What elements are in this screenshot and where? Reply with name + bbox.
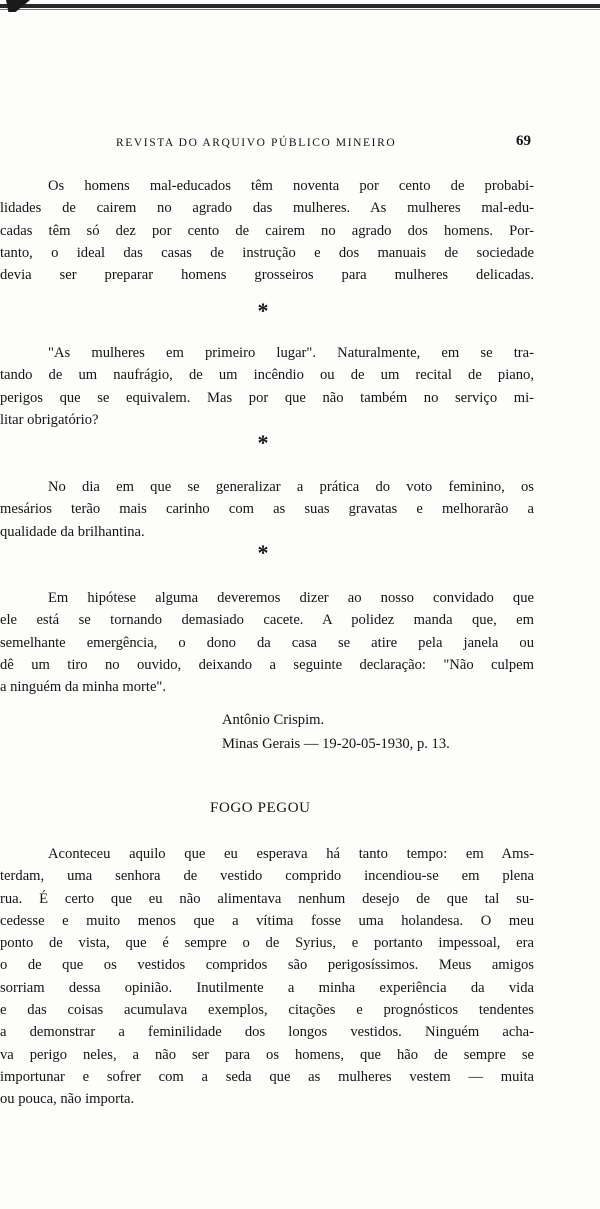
text-line: perigos que se equivalem. Mas por que não também no serviço mi- <box>0 389 534 406</box>
top-border-thin-line <box>0 9 600 10</box>
paragraph-2 <box>0 342 534 431</box>
text-line: No dia em que se generalizar a prática do voto feminino, os <box>48 479 534 495</box>
text-line: semelhante emergência, o dono da casa se atire pela janela ou <box>0 634 534 651</box>
text-line: mesários terão mais carinho com as suas gravatas e melhorarão a <box>0 501 534 518</box>
text-line: importunar e sofrer com a seda que as mulheres vestem — muita <box>0 1068 534 1085</box>
text-line: ou pouca, não importa. <box>0 1091 135 1108</box>
paragraph-3 <box>0 476 534 543</box>
text-line: dê um tiro no ouvido, deixando a seguinte declaração: "Não culpem <box>0 656 534 673</box>
paragraph-5 <box>0 843 534 1111</box>
text-line: terdam, uma senhora de vestido comprido incendiou-se em plena <box>0 868 534 885</box>
text-line: devia ser preparar homens grosseiros para mulheres delicadas. <box>0 267 534 284</box>
text-line: ele está se tornando demasiado cacete. A polidez manda que, em <box>0 612 534 629</box>
text-line: e das coisas acumulava exemplos, citações e prognósticos tendentes <box>0 1002 534 1019</box>
text-line: rua. É certo que eu não alimentava nenhum desejo de que tal su- <box>0 890 534 907</box>
paragraph-4 <box>0 587 534 698</box>
signature-source: Minas Gerais — 19-20-05-1930, p. 13. <box>222 736 450 752</box>
text-line: a ninguém da minha morte". <box>0 679 167 696</box>
text-line: sorriam dessa opinião. Inutilmente a minha experiência da vida <box>0 979 534 996</box>
text-line: lidades de cairem no agrado das mulheres. As mulheres mal-edu- <box>0 200 534 217</box>
text-line: o de que os vestidos compridos são perigosíssimos. Meus amigos <box>0 957 534 974</box>
text-line: a demonstrar a feminilidade dos longos vestidos. Ninguém acha- <box>0 1024 534 1041</box>
text-line: Os homens mal-educados têm noventa por cento de probabi- <box>48 178 534 194</box>
text-line: Em hipótese alguma deveremos dizer ao nosso convidado que <box>48 590 534 606</box>
section-separator-2: * <box>257 430 269 455</box>
text-line: litar obrigatório? <box>0 411 99 428</box>
text-line: ponto de vista, que é sempre o de Syrius, e portanto impessoal, era <box>0 935 534 952</box>
section-separator-1: * <box>257 298 269 323</box>
signature-author: Antônio Crispim. <box>222 712 325 728</box>
text-line: Aconteceu aquilo que eu esperava há tanto tempo: em Ams- <box>48 846 534 862</box>
text-line: tando de um naufrágio, de um incêndio ou de um recital de piano, <box>0 367 534 384</box>
text-line: "As mulheres em primeiro lugar". Naturalmente, em se tra- <box>48 345 534 361</box>
running-title: REVISTA DO ARQUIVO PÚBLICO MINEIRO <box>116 137 397 149</box>
top-border-band <box>0 4 600 8</box>
text-line: va perigo neles, a não ser para os homens, que hão de sempre se <box>0 1046 534 1063</box>
text-line: cedesse e muito menos que a vítima fosse uma holandesa. O meu <box>0 912 534 929</box>
text-line: qualidade da brilhantina. <box>0 523 145 540</box>
text-line: cadas têm só dez por cento de cairem no agrado dos homens. Por- <box>0 222 534 239</box>
section-title: FOGO PEGOU <box>210 800 311 816</box>
page-header <box>0 133 600 155</box>
page-number: 69 <box>516 133 531 149</box>
top-border-rule <box>0 0 600 14</box>
paragraph-1 <box>0 175 534 286</box>
section-separator-3: * <box>257 540 269 565</box>
text-line: tanto, o ideal das casas de instrução e dos manuais de sociedade <box>0 244 534 261</box>
